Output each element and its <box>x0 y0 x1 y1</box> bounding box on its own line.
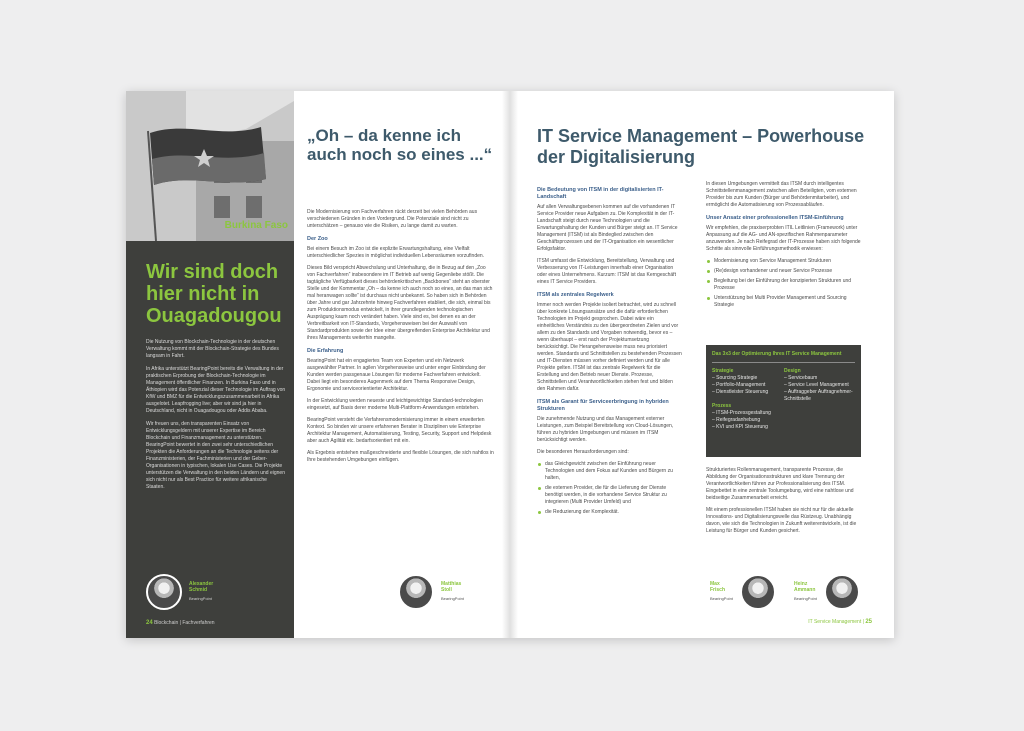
section-heading: Die Erfahrung <box>307 348 344 354</box>
body-paragraph: Dieses Bild verspricht Abwechslung und Unterhaltung, die in Bezug auf den „Zoo von Fachverfahren“ insbesondere im IT Betrieb auf wenig Gegenliebe stößt. Die tagtägliche Verfügbarkeit dieses behördenkritischen „Backbones“ steht an oberster Stelle und der Kommentar „Oh – da kenne ich auch noch so eines, an das man sich mal heranwagen sollte“ ist durchaus nicht unbekannt. So haben sich in Behörden über Jahre und gar Jahrzehnte hinweg Fachverfahren etabliert, die sich, einmal bis zum Produktionsmodus entwickelt, in ihrer grundlegenden technologischen Ausprägung kaum noch verändert haben. Viele sind es, bei denen es an der Verbreitbarkeit von IT-Standards, Vorgehensweisen bei der Auswahl von Standardprodukten sowie der Idee einer übergreifenden Enterprise Architektur und ihres Managements weiterhin mangelte. <box>307 265 493 341</box>
body-paragraph: BearingPoint versteht die Verfahrensmodernisierung immer in einem erweiterten Kontext. So binden wir unsere erfahrenen Berater in Disziplinen wie Enterprise Architektur Management, Automatisierung, Testing, Security, Support und Helpdesk aber auch Agilität etc. bedarfsorientiert mit ein. <box>307 417 492 444</box>
article-column-left <box>307 209 495 469</box>
info-box-item: – Servicebaum <box>784 375 818 381</box>
page-footer-right <box>808 619 872 625</box>
info-box-item: – ITSM-Prozessgestaltung <box>712 410 771 416</box>
list-item: das Gleichgewicht zwischen der Einführung neuer Technologien und dem Fokus auf Kunden und Bürgern zu halten, <box>545 461 682 482</box>
body-paragraph: Wir empfehlen, die praxiserprobten ITIL Leitlinien (Framework) unter Anpassung auf die AG- und AN-spezifischen Rahmenparameter anzuwenden. Je nach Reifegrad der IT-Prozesse haben sich folgende Schritte als sinnvolle Einführungsmethodik erwiesen: <box>706 225 861 252</box>
body-paragraph: Bei einem Besuch im Zoo ist die explizite Erwartungshaltung, eine Vielfalt unterschiedlicher Spezies in möglichst individuellen Lebensräumen vorzufinden. <box>307 246 485 259</box>
body-paragraph: In diesen Umgebungen vermittelt das ITSM durch intelligentes Schnittstellenmanagement zwischen allen Beteiligten, vom externen Provider bis zum Kunden (Bürger und Behördenmitarbeiter), und ermöglicht die Automatisierung von Prozessabläufen. <box>706 181 857 208</box>
sidebar-paragraph: Wir freuen uns, den transparenten Einsatz von Entwicklungsgeldern mit unserer Expertise im Bereich Blockchain und Finanzmanagement zu unterstützen. BearingPoint bewertet in den zwei sehr unterschiedlichen Projekten die Anforderungen an die Technologie seitens der Finanzministerien, der Fachministerien und der Geber-Organisationen in typischen, lokalen Use Cases. Die Projekte unterstützen die Verwaltung in den beiden Ländern und eignen sich nicht nur als Best Practice für weitere afrikanische Staaten. <box>146 421 285 490</box>
flag-photo <box>126 91 294 241</box>
section-heading: Der Zoo <box>307 236 328 242</box>
divider <box>712 362 855 363</box>
author-company: BearingPoint <box>441 596 464 601</box>
info-box-title: Das 3x3 der Optimierung Ihres IT Service Management <box>712 351 842 357</box>
page-number: 24 <box>146 620 153 626</box>
sidebar-body <box>146 339 286 497</box>
info-box-item: – Service Level Management <box>784 382 849 388</box>
sidebar-panel <box>126 91 294 638</box>
avatar <box>398 574 434 610</box>
flag-illustration <box>126 91 294 241</box>
section-heading: Unser Ansatz einer professionellen ITSM-Einführung <box>706 215 844 221</box>
author-stoll <box>398 574 464 610</box>
page-footer-left <box>146 620 215 626</box>
intro-paragraph: Die Modernisierung von Fachverfahren rückt derzeit bei vielen Behörden aus verschiedenen Gründen in den Vordergrund. Die Potenziale sind nicht zu unterschätzen – genauso wie die Risiken, zu lange damit zu warten. <box>307 209 478 229</box>
list-item: Unterstützung bei Multi Provider Management und Sourcing Strategie <box>714 295 861 309</box>
info-box-item: – KVI und KPI Steuerung <box>712 424 768 430</box>
right-page <box>510 91 894 638</box>
steps-list <box>706 258 861 309</box>
body-paragraph: BearingPoint hat ein engagiertes Team von Experten und ein Netzwerk ausgewählter Partner. In agilen Vorgehensweise und unter enger Einbindung der Kunden werden passgenaue Lösungen für moderne Fachverfahren entwickelt. Dabei liegt ein besonderes Augenmerk auf dem Thema Responsive Design, Ergonomie und serviceorientierter Architektur. <box>307 358 486 392</box>
list-item: die Reduzierung der Komplexität. <box>545 509 682 516</box>
info-box-item: – Sourcing Strategie <box>712 375 758 381</box>
info-box-column <box>784 368 856 403</box>
list-item: Begleitung bei der Einführung der konzipierten Strukturen und Prozesse <box>714 278 861 292</box>
country-label: Burkina Faso <box>224 220 288 231</box>
author-name: Max Frisch <box>710 581 726 593</box>
article-title: IT Service Management – Powerhouse der Digitalisierung <box>537 126 865 167</box>
footer-section: Blockchain | Fachverfahren <box>154 620 215 626</box>
body-paragraph: Mit einem professionellen ITSM haben sie nicht nur für die aktuelle Innovations- und Digitalisierungswelle das Rüstzeug. Unabhängig davon, wie sich die Technologien in Zukunft weiterentwickeln, ist die Leistung für Bürger und Kunden gesichert. <box>706 507 857 534</box>
avatar <box>146 574 182 610</box>
body-paragraph: In der Entwicklung werden neueste und leichtgewichtige Standard-technologien eingesetzt, auf Basis derer moderne Multi-Plattform-Anwendungen entstehen. <box>307 398 483 411</box>
author-schmid <box>146 574 214 610</box>
left-page <box>126 91 510 638</box>
author-company: BearingPoint <box>710 596 733 601</box>
info-box-subheading: Design <box>784 368 801 374</box>
author-name: Alexander Schmid <box>189 581 214 593</box>
info-box-item: – Auftraggeber Auftragnehmer-Schnittstelle <box>784 389 853 402</box>
body-paragraph: Als Ergebnis entstehen maßgeschneiderte und flexible Lösungen, die sich nahtlos in Ihre bestehenden Umgebungen einfügen. <box>307 450 494 463</box>
list-item: die externen Provider, die für die Lieferung der Dienste benötigt werden, in die vorhandene Service Struktur zu integrieren (Multi Provider Umfeld) und <box>545 485 682 506</box>
list-item: (Re)design vorhandener und neuer Service Prozesse <box>714 268 861 275</box>
section-heading: ITSM als Garant für Serviceerbringung in hybriden Strukturen <box>537 399 669 412</box>
info-box-item: – Reifegradanhebung <box>712 417 761 423</box>
info-box <box>706 345 861 457</box>
challenge-list <box>537 461 682 516</box>
avatar <box>824 574 860 610</box>
info-box-subheading: Prozess <box>712 403 732 409</box>
body-paragraph: Auf allen Verwaltungsebenen kommen auf die vorhandenen IT Service Provider neue Aufgaben zu. Die Komplexität in der IT-Landschaft steigt durch neue Technologien und die Erwartungshaltung der Kunden und Bürger steigt an. IT Service Management (ITSM) ist als Bindeglied zwischen den Geschäftsprozessen und der IT-Organisation ein wesentlicher Erfolgsfaktor. <box>537 204 678 252</box>
author-name: Matthias Stoll <box>441 581 462 593</box>
avatar <box>740 574 776 610</box>
author-name: Heinz Ammann <box>794 581 816 593</box>
info-box-item: – Portfolio-Management <box>712 382 766 388</box>
page-number: 25 <box>865 619 872 625</box>
info-box-column <box>712 368 780 431</box>
magazine-spread <box>126 91 894 638</box>
sidebar-paragraph: Die Nutzung von Blockchain-Technologie in der deutschen Verwaltung kommt mit der Blockchain-Strategie des Bundes langsam in Fahrt. <box>146 339 279 359</box>
sidebar-paragraph: In Afrika unterstützt BearingPoint bereits die Verwaltung in der praktischen Erprobung der Blockchain-Technologie im Management öffentlicher Finanzen. In Burkina Faso und in Äthiopien wird das Potenzial dieser Technologie im Auftrag von KfW und BMZ für die Entwicklungszusammenarbeit in Afrika ausgelotet. Leapfrogging live; aber wir sind ja hier in Deutschland, nicht in Ouagadougou oder Addis Ababa. <box>146 366 286 414</box>
pull-quote: „Oh – da kenne ich auch noch so eines ...“ <box>307 126 493 164</box>
body-paragraph: Strukturiertes Rollenmanagement, transparente Prozesse, die Abbildung der Organisationsstrukturen und klare Trennung der Verantwortlichkeiten führen zur Professionalisierung des ITSM. Eingebettet in eine zentrale Toolumgebung, wird eine nahtlose und beidseitige Zusammenarbeit erreicht. <box>706 467 854 501</box>
article-column-2 <box>706 181 861 314</box>
sidebar-title: Wir sind doch hier nicht in Ouagadougou <box>146 261 282 327</box>
article-column-1 <box>537 181 682 521</box>
body-paragraph: ITSM umfasst die Entwicklung, Bereitstellung, Verwaltung und Verbesserung von IT-Leistungen innerhalb einer Organisation oder eines Unternehmens. Kurzum: ITSM ist das Kerngeschäft eines IT Service Providers. <box>537 258 676 285</box>
footer-section: IT Service Management | <box>808 619 864 625</box>
info-box-item: – Dienstleister Steuerung <box>712 389 769 395</box>
section-heading: ITSM als zentrales Regelwerk <box>537 292 614 298</box>
article-column-2-end <box>706 467 861 540</box>
list-item: Modernisierung von Service Management Strukturen <box>714 258 861 265</box>
author-company: BearingPoint <box>189 596 212 601</box>
body-paragraph: Die zunehmende Nutzung und das Management externer Leistungen, zum Beispiel Bereitstellung von Cloud-Lösungen, führen zu hybriden Umgebungen und müssen im ITSM berücksichtigt werden. <box>537 416 674 443</box>
body-paragraph: Immer noch werden Projekte isoliert betrachtet, wird zu schnell über konkrete Lösungsansätze und die dafür erforderlichen Technologien im Projekt gesprochen. Dabei wäre ein einheitliches Verständnis zu den übergeordneten Zielen und vor allem zu den Standards und Vorgaben notwendig, bevor es – wenn überhaupt – erst nach der Projektumsetzung berücksichtigt. Die Herangehensweise muss neu priorisiert werden. Standards und Schnittstellen zu bestehenden Prozessen und IT-Diensten müssen vorher definiert werden und für alle Projekte gelten. ITSM ist das zentrale Regelwerk für die Erstellung und den Betrieb neuer Dienste. Prozesse, Schnittstellen und Verantwortlichkeiten stehen fest und bilden den Rahmen dafür. <box>537 302 682 392</box>
author-company: BearingPoint <box>794 596 817 601</box>
body-paragraph: Die besonderen Herausforderungen sind: <box>537 449 629 455</box>
section-heading: Die Bedeutung von ITSM in der digitalisierten IT-Landschaft <box>537 187 664 200</box>
info-box-subheading: Strategie <box>712 368 734 374</box>
